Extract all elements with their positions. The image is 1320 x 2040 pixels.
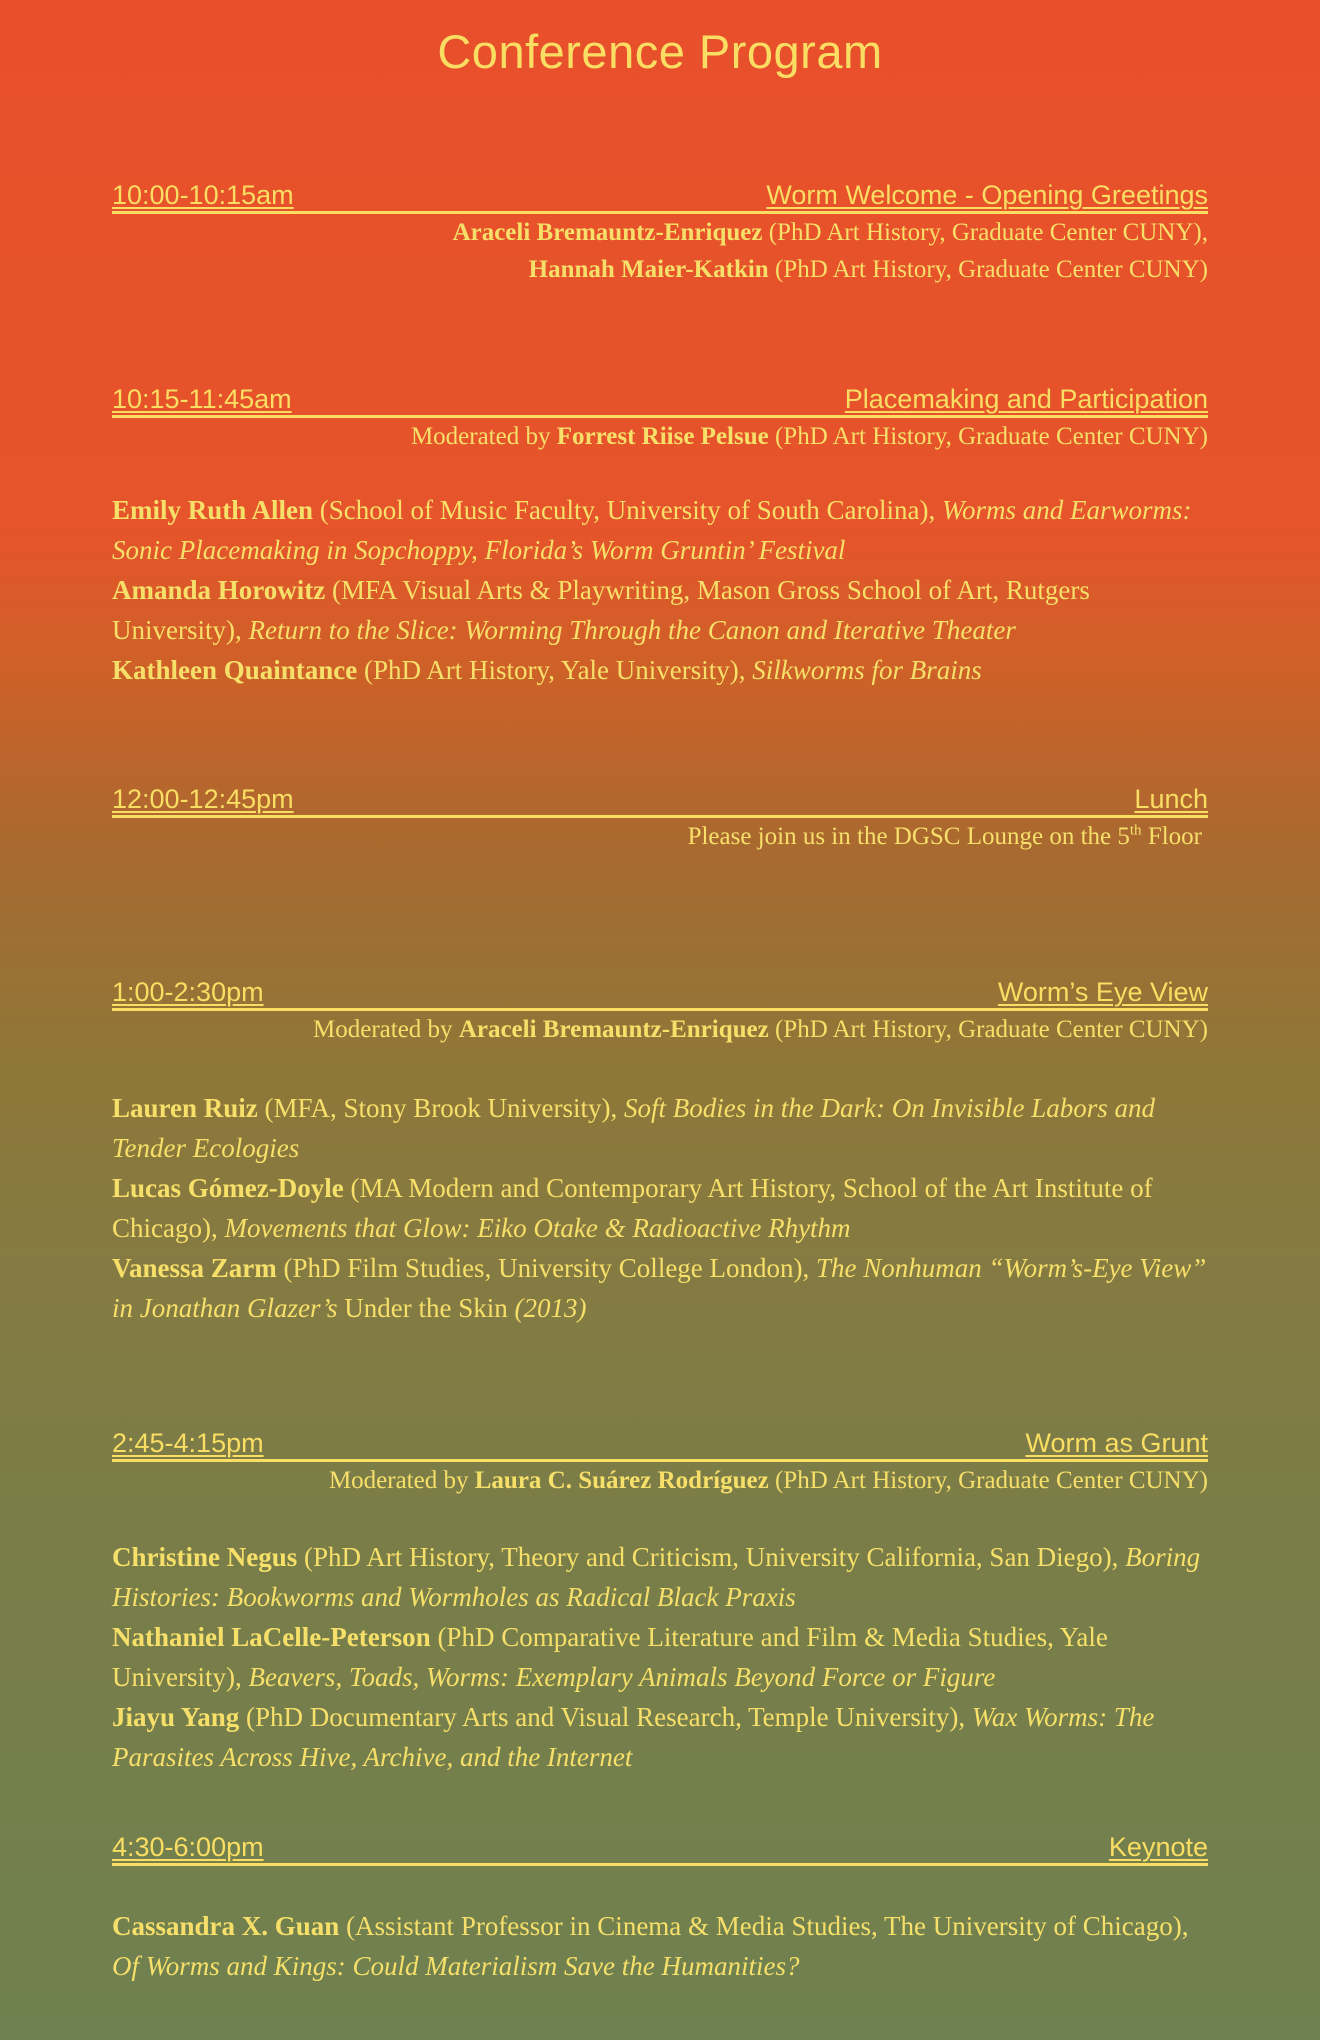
- talk-entry: [112, 1906, 1208, 1986]
- session-time: 10:00-10:15am: [112, 180, 294, 210]
- moderator-affiliation: (PhD Art History, Graduate Center CUNY): [768, 423, 1208, 450]
- talk-title: Wax Worms: The Parasites Across Hive, Archive, and the Internet: [112, 1702, 1155, 1772]
- lunch-note-end: Floor: [1141, 823, 1202, 850]
- page-title: Conference Program: [437, 25, 883, 78]
- speaker-affiliation: (PhD Art History, Yale University),: [357, 655, 753, 685]
- session-worms-eye-view: [112, 977, 1208, 1328]
- moderator-affiliation: (PhD Art History, Graduate Center CUNY): [768, 1016, 1208, 1043]
- moderator-prefix: Moderated by: [328, 1467, 475, 1494]
- moderator-prefix: Moderated by: [313, 1016, 459, 1043]
- session-header: [112, 784, 1208, 818]
- speaker-affiliation: (MFA Visual Arts & Playwriting, Mason Gross School of Art, Rutgers University),: [112, 575, 1090, 645]
- talk-entry: [112, 1088, 1208, 1168]
- speaker-name: Christine Negus: [112, 1542, 298, 1572]
- speaker-name: Jiayu Yang: [112, 1702, 240, 1732]
- talk-entry: [112, 1168, 1208, 1248]
- session-title: Keynote: [1108, 1832, 1208, 1862]
- host-affiliation: (PhD Art History, Graduate Center CUNY): [768, 256, 1208, 283]
- session-title: Worm’s Eye View: [997, 977, 1208, 1007]
- session-header: [112, 180, 1208, 214]
- talk-entry: [112, 1248, 1208, 1328]
- talk-title: Beavers, Toads, Worms: Exemplary Animals Beyond Force or Figure: [248, 1662, 996, 1692]
- speaker-affiliation: (MFA, Stony Brook University),: [257, 1093, 625, 1123]
- speaker-name: Kathleen Quaintance: [112, 655, 358, 685]
- speaker-affiliation: (Assistant Professor in Cinema & Media Studies, The University of Chicago),: [339, 1911, 1189, 1941]
- lunch-note-text: Please join us in the DGSC Lounge on the 5: [687, 823, 1130, 850]
- moderator-name: Araceli Bremauntz-Enriquez: [458, 1016, 769, 1043]
- moderator-affiliation: (PhD Art History, Graduate Center CUNY): [768, 1467, 1208, 1494]
- talk-title: Movements that Glow: Eiko Otake & Radioactive Rhythm: [224, 1213, 851, 1243]
- talk-entry: [112, 570, 1208, 650]
- moderator-prefix: Moderated by: [410, 423, 557, 450]
- speaker-affiliation: (School of Music Faculty, University of South Carolina),: [313, 495, 942, 525]
- talk-title: The Nonhuman “Worm’s-Eye View” in Jonathan Glazer’s: [112, 1253, 1207, 1323]
- session-time: 4:30-6:00pm: [112, 1832, 264, 1862]
- session-opening: [112, 180, 1208, 288]
- speaker-affiliation: (PhD Comparative Literature and Film & Media Studies, Yale University),: [112, 1622, 1108, 1692]
- session-time: 12:00-12:45pm: [112, 784, 294, 814]
- session-time: 2:45-4:15pm: [112, 1428, 264, 1458]
- moderator-name: Forrest Riise Pelsue: [556, 423, 769, 450]
- talk-entry: [112, 490, 1208, 570]
- host-affiliation: (PhD Art History, Graduate Center CUNY),: [762, 219, 1208, 246]
- speaker-name: Cassandra X. Guan: [112, 1911, 340, 1941]
- speaker-name: Lucas Gómez-Doyle: [112, 1173, 344, 1203]
- speaker-affiliation: (PhD Art History, Theory and Criticism, University California, San Diego),: [297, 1542, 1126, 1572]
- talk-entry: [112, 1617, 1208, 1697]
- talk-title: Worms and Earworms: Sonic Placemaking in Sopchoppy, Florida’s Worm Gruntin’ Festival: [112, 495, 1192, 565]
- speaker-affiliation: (PhD Documentary Arts and Visual Research, Temple University),: [239, 1702, 972, 1732]
- session-title: Worm as Grunt: [1025, 1428, 1208, 1458]
- session-lunch: [112, 784, 1208, 855]
- talk-title: Soft Bodies in the Dark: On Invisible Labors and Tender Ecologies: [112, 1093, 1156, 1163]
- speaker-name: Nathaniel LaCelle-Peterson: [112, 1622, 431, 1652]
- session-title: Lunch: [1134, 784, 1208, 814]
- host-line: [112, 251, 1208, 288]
- session-header: [112, 1832, 1208, 1866]
- session-header: [112, 384, 1208, 418]
- host-line: [112, 214, 1208, 251]
- session-keynote: [112, 1832, 1208, 1986]
- ordinal-suffix: th: [1129, 822, 1142, 839]
- host-name: Araceli Bremauntz-Enriquez: [452, 219, 763, 246]
- talk-title: Return to the Slice: Worming Through the Canon and Iterative Theater: [248, 615, 1016, 645]
- talk-entry: [112, 650, 1208, 690]
- moderator-name: Laura C. Suárez Rodríguez: [474, 1467, 769, 1494]
- speaker-name: Emily Ruth Allen: [112, 495, 314, 525]
- talk-entry: [112, 1697, 1208, 1777]
- session-time: 10:15-11:45am: [112, 384, 292, 414]
- lunch-note: [112, 818, 1208, 855]
- talk-title: Of Worms and Kings: Could Materialism Save the Humanities?: [112, 1951, 800, 1981]
- speaker-name: Lauren Ruiz: [112, 1093, 258, 1123]
- session-title: Worm Welcome - Opening Greetings: [766, 180, 1208, 210]
- host-name: Hannah Maier-Katkin: [528, 256, 769, 283]
- speaker-affiliation: (PhD Film Studies, University College London),: [276, 1253, 817, 1283]
- film-title: Under the Skin: [337, 1293, 515, 1323]
- talk-title: Boring Histories: Bookworms and Wormholes as Radical Black Praxis: [112, 1542, 1201, 1612]
- session-worm-as-grunt: [112, 1428, 1208, 1777]
- session-placemaking: [112, 384, 1208, 690]
- session-header: [112, 1428, 1208, 1462]
- speaker-name: Amanda Horowitz: [112, 575, 326, 605]
- session-header: [112, 977, 1208, 1011]
- talk-entry: [112, 1537, 1208, 1617]
- moderator-line: [112, 1011, 1208, 1048]
- session-time: 1:00-2:30pm: [112, 977, 264, 1007]
- session-title: Placemaking and Participation: [844, 384, 1208, 414]
- talk-title: Silkworms for Brains: [752, 655, 982, 685]
- moderator-line: [112, 1462, 1208, 1499]
- speaker-name: Vanessa Zarm: [112, 1253, 277, 1283]
- speaker-affiliation: (MA Modern and Contemporary Art History, School of the Art Institute of Chicago),: [112, 1173, 1153, 1243]
- moderator-line: [112, 418, 1208, 455]
- film-year: (2013): [514, 1293, 587, 1323]
